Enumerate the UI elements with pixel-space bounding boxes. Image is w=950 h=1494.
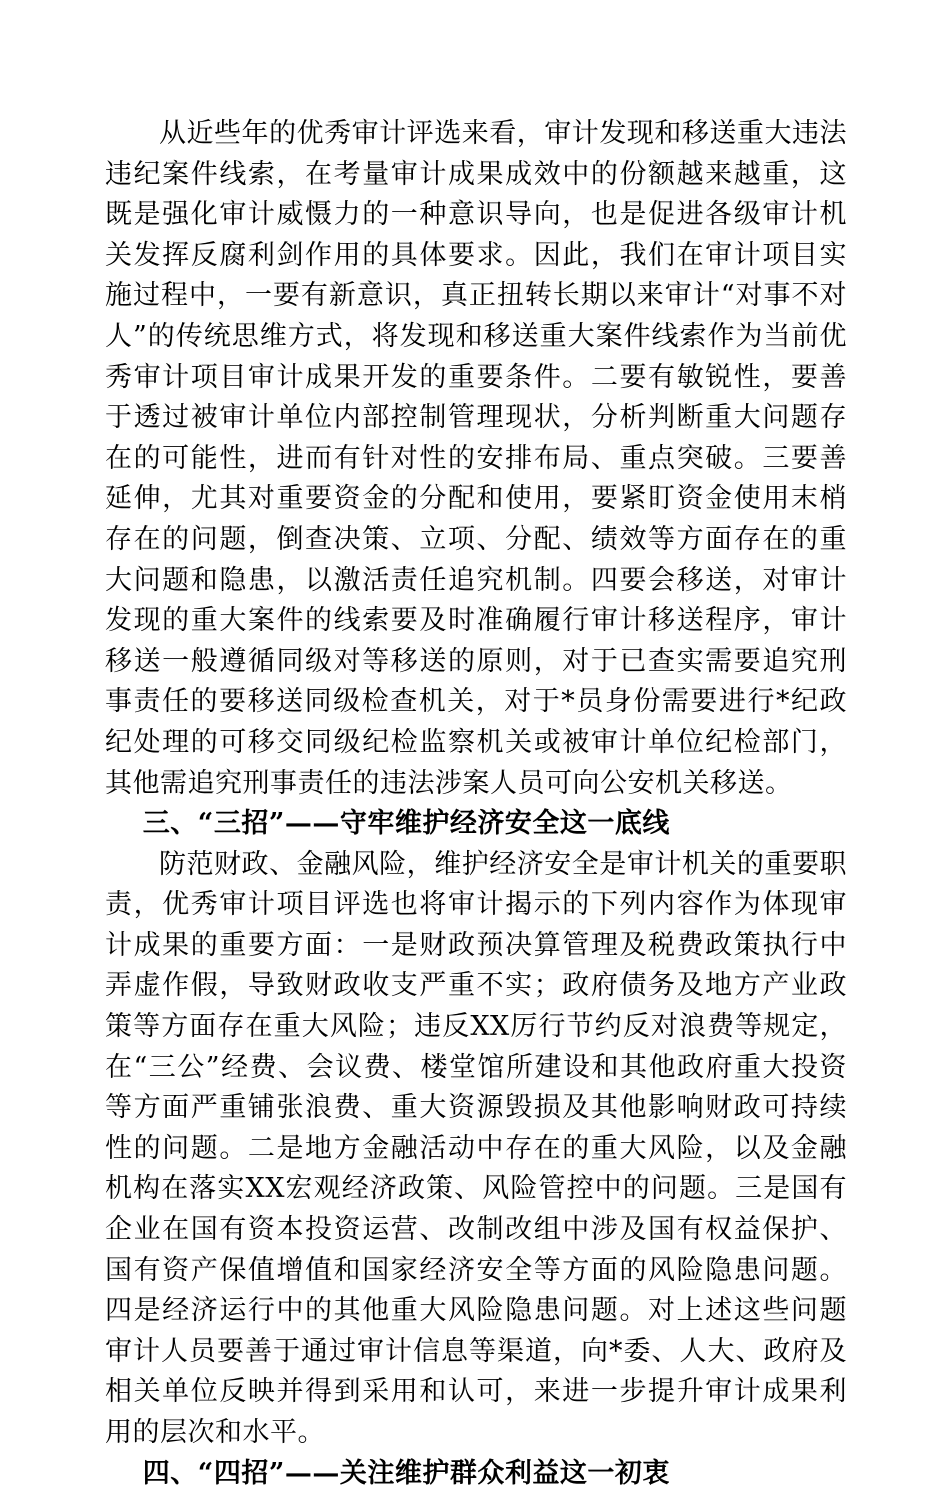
section-heading-four: 四、“四招”——关注维护群众利益这一初衷 bbox=[142, 1457, 670, 1489]
section-heading-three: 三、“三招”——守牢维护经济安全这一底线 bbox=[142, 808, 670, 840]
paragraph-case-referral: 从近些年的优秀审计评选来看，审计发现和移送重大违法违纪案件线索，在考量审计成果成效中的份额越来越重，这既是强化审计威慑力的一种意识导向，也是促进各级审计机关发挥反腐利剑作用的具体要求。因此，我们在审计项目实施过程中，一要有新意识，真正扭转长期以来审计“对事不对人”的传统思维方式，将发现和移送重大案件线索作为当前优秀审计项目审计成果开发的重要条件。二要有敏锐性，要善于透过被审计单位内部控制管理现状，分析判断重大问题存在的可能性，进而有针对性的安排布局、重点突破。三要善延伸，尤其对重要资金的分配和使用，要紧盯资金使用末梢存在的问题，倒查决策、立项、分配、绩效等方面存在的重大问题和隐患，以激活责任追究机制。四要会移送，对审计发现的重大案件的线索要及时准确履行审计移送程序，审计移送一般遵循同级对等移送的原则，对于已查实需要追究刑事责任的要移送同级检查机关，对于*员身份需要进行*纪政纪处理的可移交同级纪检监察机关或被审计单位纪检部门，其他需追究刑事责任的违法涉案人员可向公安机关移送。 bbox=[105, 118, 847, 799]
paragraph-economic-security: 防范财政、金融风险，维护经济安全是审计机关的重要职责，优秀审计项目评选也将审计揭示的下列内容作为体现审计成果的重要方面：一是财政预决算管理及税费政策执行中弄虚作假，导致财政收支严重不实；政府债务及地方产业政策等方面存在重大风险；违反XX厉行节约反对浪费等规定，在“三公”经费、会议费、楼堂馆所建设和其他政府重大投资等方面严重铺张浪费、重大资源毁损及其他影响财政可持续性的问题。二是地方金融活动中存在的重大风险，以及金融机构在落实XX宏观经济政策、风险管控中的问题。三是国有企业在国有资本投资运营、改制改组中涉及国有权益保护、国有资产保值增值和国家经济安全等方面的风险隐患问题。四是经济运行中的其他重大风险隐患问题。对上述这些问题审计人员要善于通过审计信息等渠道，向*委、人大、政府及相关单位反映并得到采用和认可，来进一步提升审计成果利用的层次和水平。 bbox=[105, 848, 847, 1448]
document-body bbox=[105, 114, 847, 1494]
